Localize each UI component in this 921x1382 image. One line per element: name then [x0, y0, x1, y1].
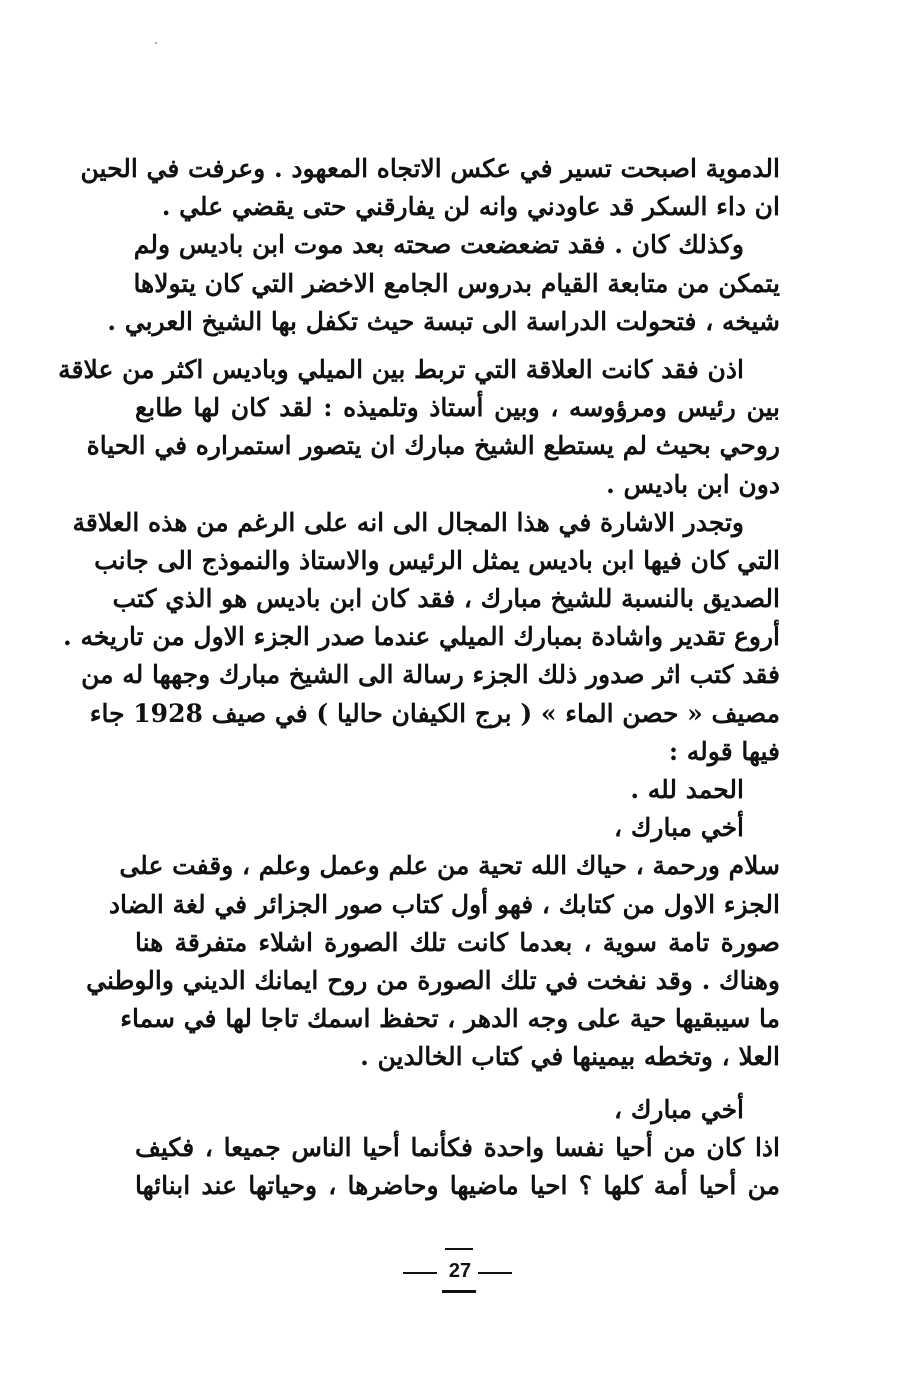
paragraph-start-line: اذن فقد كانت العلاقة التي تربط بين الميلي وباديس اكثر من علاقة: [58, 354, 744, 384]
page-number-rule-bottom: [442, 1290, 476, 1293]
text-line: ما سيبقيها حية على وجه الدهر ، تحفظ اسمك تاجا لها في سماء: [120, 1004, 780, 1034]
page-number-rule-top: [445, 1248, 473, 1250]
text-line: سلام ورحمة ، حياك الله تحية من علم وعمل وعلم ، وقفت على: [119, 851, 780, 881]
body-text: [58, 150, 780, 1205]
text-line: الدموية اصبحت تسير في عكس الاتجاه المعهود . وعرفت في الحين: [80, 154, 780, 183]
page-footer: [0, 1246, 921, 1296]
text-line: روحي بحيث لم يستطع الشيخ مبارك ان يتصور استمراره في الحياة: [86, 431, 780, 461]
salutation-line: أخي مبارك ،: [614, 1094, 744, 1124]
text-line: أروع تقدير واشادة بمبارك الميلي عندما صدر الجزء الاول من تاريخه .: [63, 622, 780, 652]
page-number-dash-right: [478, 1272, 512, 1274]
text-line: التي كان فيها ابن باديس يمثل الرئيس والاستاذ والنموذج الى جانب: [94, 545, 780, 575]
text-line: فقد كتب اثر صدور ذلك الجزء رسالة الى الشيخ مبارك وجهها له من: [81, 660, 780, 690]
text-line: من أحيا أمة كلها ؟ احيا ماضيها وحاضرها ، وحياتها عند ابنائها: [135, 1170, 780, 1200]
page-number: 27: [448, 1260, 472, 1282]
page-number-dash-left: [403, 1272, 437, 1274]
text-line: فيها قوله :: [668, 736, 780, 766]
text-line: يتمكن من متابعة القيام بدروس الجامع الاخضر التي كان يتولاها: [133, 268, 780, 298]
paragraph-start-line: وتجدر الاشارة في هذا المجال الى انه على الرغم من هذه العلاقة: [72, 507, 744, 537]
salutation-line: أخي مبارك ،: [614, 813, 744, 843]
text-line: اذا كان من أحيا نفسا واحدة فكأنما أحيا الناس جميعا ، فكيف: [135, 1132, 780, 1162]
text-line: دون ابن باديس .: [606, 469, 780, 499]
paragraph-start-line: وكذلك كان . فقد تضعضعت صحته بعد موت ابن باديس ولم: [133, 230, 744, 260]
text-line: وهناك . وقد نفخت في تلك الصورة من روح ايمانك الديني والوطني: [86, 965, 780, 995]
text-line: شيخه ، فتحولت الدراسة الى تبسة حيث تكفل بها الشيخ العربي .: [107, 306, 780, 336]
text-line: الجزء الاول من كتابك ، فهو أول كتاب صور الجزائر في لغة الضاد: [108, 889, 780, 919]
text-line: ان داء السكر قد عاودني وانه لن يفارقني حتى يقضي علي .: [161, 192, 780, 222]
scan-speck: [155, 42, 157, 44]
text-line: مصيف « حصن الماء » ( برج الكيفان حاليا ) في صيف 1928 جاء: [89, 698, 780, 728]
text-line: الصديق بالنسبة للشيخ مبارك ، فقد كان ابن باديس هو الذي كتب: [112, 584, 780, 614]
salutation-line: الحمد لله .: [630, 775, 744, 804]
text-line: بين رئيس ومرؤوسه ، وبين أستاذ وتلميذه : لقد كان لها طابع: [135, 393, 780, 423]
text-line: صورة تامة سوية ، بعدما كانت تلك الصورة اشلاء متفرقة هنا: [135, 927, 780, 957]
text-line: العلا ، وتخطه بيمينها في كتاب الخالدين .: [360, 1042, 780, 1072]
